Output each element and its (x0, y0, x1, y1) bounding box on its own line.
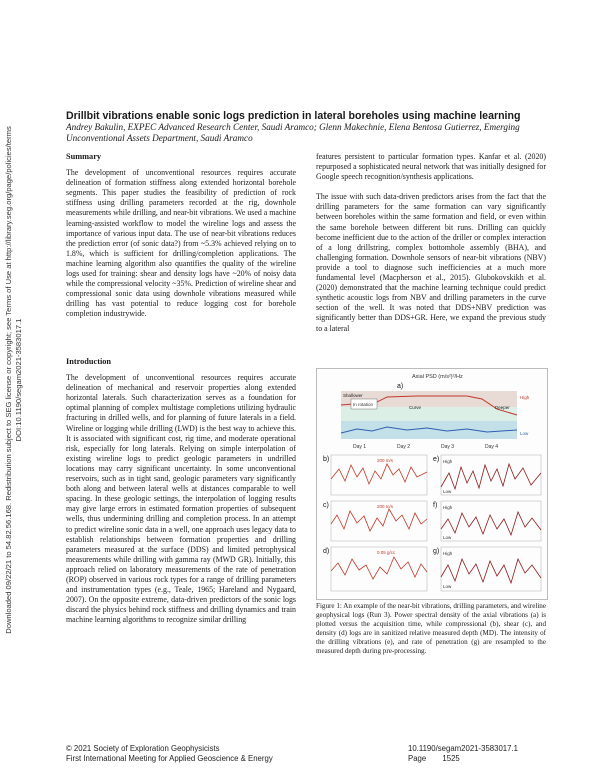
fig-low-g: Low (443, 584, 452, 589)
fig-top-label: Axial PSD (m/s²)²/Hz (412, 374, 463, 380)
summary-section (66, 152, 296, 320)
fig-high-f: High (443, 505, 453, 510)
summary-heading: Summary (66, 152, 102, 161)
fig-day4: Day 4 (485, 444, 499, 450)
figure-1 (316, 368, 548, 600)
footer-doi: 10.1190/segam2021-3583017.1 (408, 744, 518, 753)
density-log (331, 557, 427, 579)
paper-authors: Andrey Bakulin, EXPEC Advanced Research Center, Saudi Aramco; Glenn Makechnie, Elena Bentosa Gutierrez, Emerging Unconventional Assets Department, Saudi Aramco (66, 122, 520, 143)
introduction-heading: Introduction (66, 357, 112, 366)
right-column-text (316, 152, 546, 334)
footer-right (408, 744, 548, 764)
introduction-text: The development of unconventional resources requires accurate delineation of mechanical and reservoir properties along extended horizontal laterals. Such characterization serves as a foundation for optimal planning of complex multistage completions utilizing hydraulic fracturing in drilled wells, and for planning of future laterals in a field. Wireline or logging while drilling (LWD) is the best way to achieve this. It is associated with significant cost, rig time, and moderate operational risk, especially for long laterals. Relying on simple interpolation of existing wireline logs to predict geologic parameters in undrilled locations may carry significant uncertainty. In some unconventional reservoirs, such as in tight sand, geologic parameters vary significantly both along and between lateral wells at distances comparable to well spacing. In these geologic settings, the interpolation of logging results may give large errors in estimated formation properties of subsequent wells, thus undermining drilling and completion process. In an attempt to predict wireline sonic data in a well, one approach uses legacy data to establish relationships between formation properties and drilling parameters measured at the surface (DDS) and limited petrophysical measurements while drilling with gamma ray (MWD GR). Initially, this approach relied on laboratory measurements of the rate of penetration (ROP) observed in various rock types for a range of drilling parameters and instrumentation types (e.g., Teale, 1965; Hareland and Nygaard, 2007). On the opposite extreme, data-driven predictors of the sonic logs discard the physics behind rock stiffness and drilling dynamics and train machine learning algorithms to recognize similar drilling (66, 373, 296, 625)
fig-ann-d: 0.05 g/cc (377, 550, 396, 555)
vibration-f-trace (441, 512, 541, 535)
fig-curve-label: Curve (409, 405, 422, 410)
fig-panel-c: c) (323, 502, 329, 509)
fig-shallower-label: Shallower (343, 393, 363, 398)
footer-left (66, 744, 273, 764)
summary-text: The development of unconventional resources requires accurate delineation of formation stiffness along extended horizontal borehole segments. This paper studies the feasibility of prediction of rock stiffness using drilling parameters recorded at the rig, downhole measurements while drilling, and near-bit vibrations. We used a machine learning-assisted workflow to model the wireline logs and assess the importance of various input data. The use of near-bit vibrations reduces the prediction error (of sonic data?) from ~5.3% achieved relying on to 1.8%, which is sufficient for drilling/completion applications. The machine learning algorithm also quantifies the quality of the wireline logs used for training: shear and density logs have ~20% of noisy data while the compressional velocity ~35%. Prediction of wireline shear and compressional sonic data using downhole vibrations measured while drilling has vast potential to reduce logging cost for borehole completion industrywide. (66, 168, 296, 319)
fig-panel-e: e) (433, 456, 440, 463)
fig-low-f: Low (443, 535, 452, 540)
download-sidebar (4, 60, 44, 700)
fig-high-a: High (520, 395, 530, 400)
page-label: Page (408, 754, 427, 763)
right-paragraph-2: The issue with such data-driven predictors arises from the fact that the drilling parameters for the same formation can vary significantly between boreholes within the same formation and field, or even within the same borehole between different bit runs. Drilling can quickly become inefficient due to the action of the driller or complex interaction of a long drillstring, complex bottomhole assembly (BHA), and challenging formation. Downhole sensors of near-bit vibrations (NBV) provide a tool to diagnose such inefficiencies at a much more fundamental level (Macpherson et al., 2015). Glubokovskikh et al. (2020) demonstrated that the machine learning technique could predict synthetic acoustic logs from NBV and drilling parameters in the curve section of the well. It was noted that DDS+NBV prediction was significantly better than DDS+GR. Here, we expand the previous study to a lateral (316, 192, 546, 333)
fig-high-g: High (443, 551, 453, 556)
figure-1-caption: Figure 1: An example of the near-bit vibrations, drilling parameters, and wireline geophysical logs (Run 3). Power spectral density of the axial vibrations (a) is plotted versus the acquisition time, while compressional (b), shear (c), and density (d) logs are in sanitized relative measured depth (MD). The intensity of the drilling vibrations (e), and rate of penetration (g) are resampled to the measured depth during pre-processing. (316, 602, 546, 656)
fig-panel-d: d) (323, 548, 330, 555)
fig-ann-b: 200 m/s (377, 458, 394, 463)
fig-day1: Day 1 (353, 444, 367, 450)
fig-day2: Day 2 (397, 444, 411, 450)
doi-sidebar: DOI:10.1190/segam2021-3583017.1 (14, 318, 23, 442)
fig-ann-c: 200 m/s (377, 504, 394, 509)
compressional-log (331, 464, 427, 484)
fig-day3: Day 3 (441, 444, 455, 450)
fig-in-rotation: In rotation (353, 402, 374, 407)
fig-low-e: Low (443, 489, 452, 494)
download-notice: Downloaded 09/22/21 to 54.82.56.168. Redistribution subject to SEG license or copyright; see Terms of Use at http://library.seg.org/page/policies/terms (4, 126, 13, 634)
fig-panel-b: b) (323, 456, 330, 463)
copyright-text: © 2021 Society of Exploration Geophysicists (66, 744, 220, 753)
page-info (408, 754, 548, 764)
fig-panel-a: a) (397, 383, 404, 390)
rop-trace-g (441, 559, 541, 583)
fig-high-e: High (443, 459, 453, 464)
shear-log (331, 509, 427, 531)
fig-deeper-label: Deeper (495, 405, 510, 410)
page-number: 1525 (442, 754, 460, 763)
panel-f-frame (441, 501, 541, 541)
paper-title: Drillbit vibrations enable sonic logs prediction in lateral boreholes using machine learning (66, 110, 521, 122)
meeting-text: First International Meeting for Applied Geoscience & Energy (66, 754, 273, 763)
figure-1-graphic (317, 369, 547, 599)
introduction-section (66, 357, 296, 625)
vibration-intensity-trace (441, 464, 541, 489)
panel-g-frame (441, 547, 541, 591)
fig-low-a: Low (520, 431, 529, 436)
fig-panel-f: f) (433, 502, 438, 509)
fig-panel-g: g) (433, 548, 440, 555)
right-paragraph-1: features persistent to particular formation types. Kanfar et al. (2020) repurposed a sophisticated neural network that was initially designed for Google speech recognition/synthesis applications. (316, 152, 546, 182)
